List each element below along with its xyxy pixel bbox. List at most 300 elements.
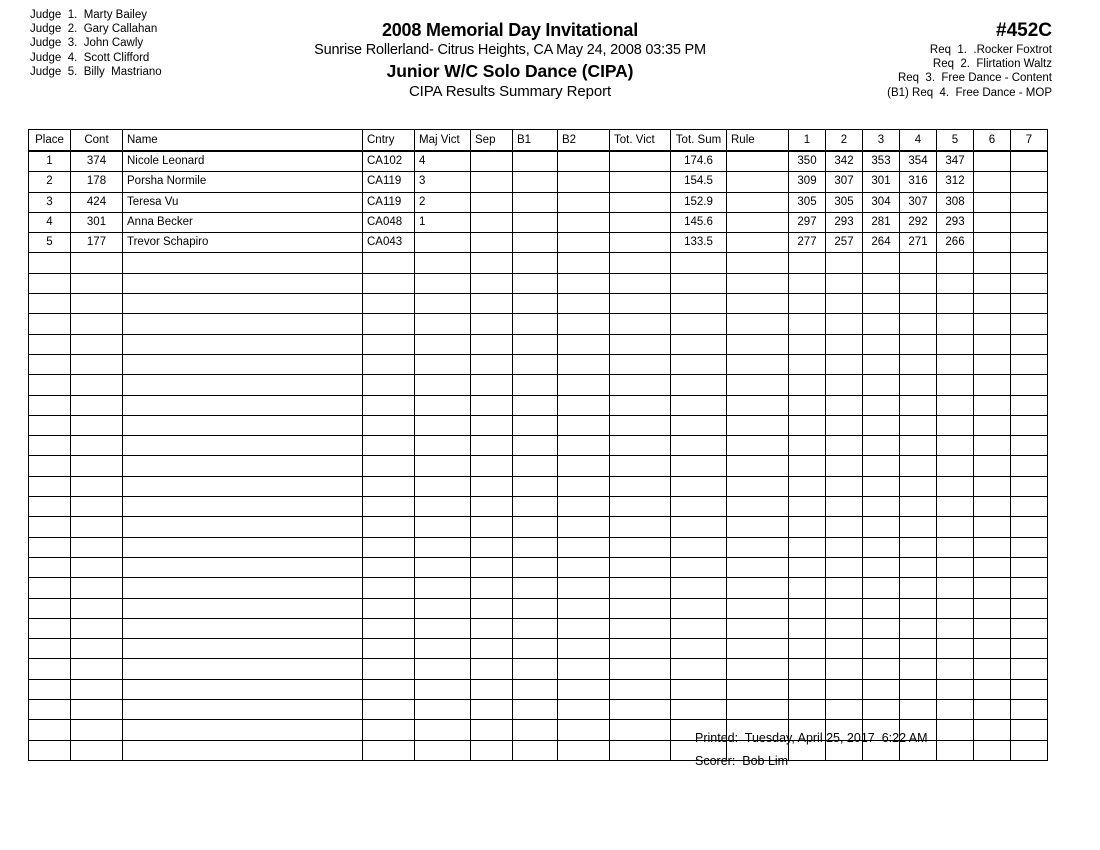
cell-j7 bbox=[1011, 172, 1048, 192]
cell-place bbox=[29, 578, 71, 598]
table-row[interactable] bbox=[29, 395, 1048, 415]
cell-j6 bbox=[974, 476, 1011, 496]
cell-tot_sum bbox=[671, 537, 727, 557]
cell-tot_vict bbox=[610, 151, 671, 172]
cell-j3 bbox=[863, 253, 900, 273]
cell-sep bbox=[471, 578, 513, 598]
cell-cntry bbox=[363, 557, 415, 577]
cell-j3 bbox=[863, 618, 900, 638]
cell-sep bbox=[471, 354, 513, 374]
cell-place bbox=[29, 679, 71, 699]
cell-maj_vict: 2 bbox=[415, 192, 471, 212]
cell-cntry bbox=[363, 253, 415, 273]
table-row[interactable] bbox=[29, 233, 1048, 253]
cell-j3 bbox=[863, 598, 900, 618]
cell-name bbox=[123, 314, 363, 334]
cell-j1: 350 bbox=[789, 151, 826, 172]
cell-rule bbox=[727, 375, 789, 395]
cell-b2 bbox=[558, 497, 610, 517]
cell-b1 bbox=[513, 375, 558, 395]
cell-j3: 264 bbox=[863, 233, 900, 253]
cell-b2 bbox=[558, 395, 610, 415]
cell-name bbox=[123, 598, 363, 618]
cell-j6 bbox=[974, 700, 1011, 720]
cell-tot_sum bbox=[671, 314, 727, 334]
cell-j3 bbox=[863, 436, 900, 456]
cell-place bbox=[29, 700, 71, 720]
cell-place bbox=[29, 273, 71, 293]
class-title: Junior W/C Solo Dance (CIPA) bbox=[386, 61, 634, 81]
cell-maj_vict bbox=[415, 436, 471, 456]
cell-place bbox=[29, 415, 71, 435]
cell-tot_vict bbox=[610, 476, 671, 496]
cell-j6 bbox=[974, 618, 1011, 638]
cell-j3 bbox=[863, 700, 900, 720]
cell-j4 bbox=[900, 659, 937, 679]
cell-j3 bbox=[863, 517, 900, 537]
event-number: #452C bbox=[996, 20, 1052, 41]
cell-j6 bbox=[974, 497, 1011, 517]
table-row[interactable] bbox=[29, 578, 1048, 598]
cell-j2 bbox=[826, 375, 863, 395]
cell-j7 bbox=[1011, 395, 1048, 415]
table-row[interactable] bbox=[29, 497, 1048, 517]
cell-maj_vict bbox=[415, 720, 471, 740]
table-row[interactable] bbox=[29, 557, 1048, 577]
cell-j1 bbox=[789, 517, 826, 537]
cell-sep bbox=[471, 598, 513, 618]
cell-cntry bbox=[363, 740, 415, 760]
cell-b1 bbox=[513, 517, 558, 537]
cell-j3 bbox=[863, 679, 900, 699]
cell-j4 bbox=[900, 415, 937, 435]
cell-sep bbox=[471, 476, 513, 496]
cell-j1 bbox=[789, 659, 826, 679]
cell-place: 3 bbox=[29, 192, 71, 212]
table-row[interactable] bbox=[29, 151, 1048, 172]
cell-rule bbox=[727, 557, 789, 577]
cell-j4 bbox=[900, 700, 937, 720]
cell-j6 bbox=[974, 740, 1011, 760]
cell-sep bbox=[471, 618, 513, 638]
cell-cntry bbox=[363, 273, 415, 293]
cell-place bbox=[29, 334, 71, 354]
cell-j5 bbox=[937, 294, 974, 314]
cell-j3: 304 bbox=[863, 192, 900, 212]
cell-rule bbox=[727, 334, 789, 354]
requirements-list bbox=[887, 43, 1052, 100]
cell-tot_vict bbox=[610, 314, 671, 334]
cell-tot_vict bbox=[610, 192, 671, 212]
cell-j7 bbox=[1011, 517, 1048, 537]
cell-tot_vict bbox=[610, 233, 671, 253]
table-row[interactable] bbox=[29, 192, 1048, 212]
cell-tot_sum bbox=[671, 618, 727, 638]
cell-cont bbox=[71, 497, 123, 517]
cell-name bbox=[123, 679, 363, 699]
cell-j1: 309 bbox=[789, 172, 826, 192]
cell-cntry bbox=[363, 578, 415, 598]
table-head bbox=[29, 130, 1048, 152]
cell-j7 bbox=[1011, 436, 1048, 456]
cell-j4 bbox=[900, 294, 937, 314]
cell-j2 bbox=[826, 598, 863, 618]
cell-j2 bbox=[826, 618, 863, 638]
table-row[interactable] bbox=[29, 273, 1048, 293]
cell-j7 bbox=[1011, 294, 1048, 314]
cell-tot_sum bbox=[671, 253, 727, 273]
cell-b2 bbox=[558, 294, 610, 314]
cell-j4 bbox=[900, 679, 937, 699]
cell-j7 bbox=[1011, 476, 1048, 496]
cell-j5 bbox=[937, 334, 974, 354]
cell-maj_vict bbox=[415, 314, 471, 334]
cell-j2 bbox=[826, 436, 863, 456]
cell-j1 bbox=[789, 476, 826, 496]
cell-j3 bbox=[863, 334, 900, 354]
cell-j3 bbox=[863, 273, 900, 293]
table-row[interactable] bbox=[29, 314, 1048, 334]
cell-j4: 292 bbox=[900, 212, 937, 232]
cell-j2: 307 bbox=[826, 172, 863, 192]
cell-cont bbox=[71, 598, 123, 618]
table-row[interactable] bbox=[29, 700, 1048, 720]
cell-place bbox=[29, 436, 71, 456]
cell-j6 bbox=[974, 273, 1011, 293]
cell-b1 bbox=[513, 192, 558, 212]
cell-j6 bbox=[974, 436, 1011, 456]
cell-cont bbox=[71, 395, 123, 415]
cell-j4 bbox=[900, 253, 937, 273]
cell-b2 bbox=[558, 740, 610, 760]
table-row[interactable] bbox=[29, 517, 1048, 537]
cell-place bbox=[29, 375, 71, 395]
cell-j6 bbox=[974, 639, 1011, 659]
cell-b2 bbox=[558, 354, 610, 374]
report-title: CIPA Results Summary Report bbox=[408, 83, 612, 100]
cell-sep bbox=[471, 456, 513, 476]
cell-rule bbox=[727, 700, 789, 720]
cell-j2 bbox=[826, 497, 863, 517]
cell-b2 bbox=[558, 679, 610, 699]
cell-b1 bbox=[513, 253, 558, 273]
cell-j6 bbox=[974, 537, 1011, 557]
table-row[interactable] bbox=[29, 212, 1048, 232]
cell-name: Porsha Normile bbox=[123, 172, 363, 192]
table-row[interactable] bbox=[29, 334, 1048, 354]
cell-tot_sum bbox=[671, 578, 727, 598]
cell-b1 bbox=[513, 172, 558, 192]
cell-j5 bbox=[937, 436, 974, 456]
cell-b1 bbox=[513, 476, 558, 496]
cell-j3 bbox=[863, 639, 900, 659]
cell-j3 bbox=[863, 456, 900, 476]
column-header-j4: 4 bbox=[900, 130, 937, 152]
cell-name bbox=[123, 659, 363, 679]
cell-j7 bbox=[1011, 314, 1048, 334]
cell-j5 bbox=[937, 253, 974, 273]
cell-j7 bbox=[1011, 537, 1048, 557]
cell-b2 bbox=[558, 456, 610, 476]
cell-name bbox=[123, 273, 363, 293]
cell-tot_vict bbox=[610, 639, 671, 659]
cell-place bbox=[29, 476, 71, 496]
cell-name bbox=[123, 294, 363, 314]
cell-b2 bbox=[558, 578, 610, 598]
cell-cont bbox=[71, 375, 123, 395]
cell-j2: 305 bbox=[826, 192, 863, 212]
cell-j3 bbox=[863, 659, 900, 679]
cell-j2 bbox=[826, 354, 863, 374]
cell-tot_vict bbox=[610, 212, 671, 232]
cell-cntry: CA048 bbox=[363, 212, 415, 232]
cell-j7 bbox=[1011, 740, 1048, 760]
cell-b2 bbox=[558, 517, 610, 537]
cell-b2 bbox=[558, 476, 610, 496]
cell-cntry bbox=[363, 375, 415, 395]
table-row[interactable] bbox=[29, 172, 1048, 192]
cell-j5 bbox=[937, 456, 974, 476]
printed-timestamp: Printed: Tuesday, April 25, 2017 6:22 AM bbox=[695, 731, 928, 745]
cell-name bbox=[123, 497, 363, 517]
cell-cont: 301 bbox=[71, 212, 123, 232]
cell-j5: 347 bbox=[937, 151, 974, 172]
cell-j3: 281 bbox=[863, 212, 900, 232]
cell-j3 bbox=[863, 294, 900, 314]
cell-name bbox=[123, 639, 363, 659]
cell-cntry bbox=[363, 720, 415, 740]
column-header-j2: 2 bbox=[826, 130, 863, 152]
cell-j7 bbox=[1011, 375, 1048, 395]
cell-j2 bbox=[826, 273, 863, 293]
table-row[interactable] bbox=[29, 294, 1048, 314]
cell-j4 bbox=[900, 334, 937, 354]
cell-tot_sum bbox=[671, 334, 727, 354]
cell-b2 bbox=[558, 557, 610, 577]
cell-cntry bbox=[363, 395, 415, 415]
cell-rule bbox=[727, 294, 789, 314]
table-row[interactable] bbox=[29, 679, 1048, 699]
cell-name bbox=[123, 375, 363, 395]
cell-b2 bbox=[558, 253, 610, 273]
cell-place bbox=[29, 314, 71, 334]
cell-j5 bbox=[937, 700, 974, 720]
cell-j1 bbox=[789, 436, 826, 456]
cell-cntry bbox=[363, 700, 415, 720]
cell-tot_vict bbox=[610, 253, 671, 273]
cell-cntry bbox=[363, 618, 415, 638]
cell-place bbox=[29, 740, 71, 760]
column-header-j3: 3 bbox=[863, 130, 900, 152]
cell-tot_vict bbox=[610, 598, 671, 618]
cell-cont bbox=[71, 537, 123, 557]
cell-b2 bbox=[558, 537, 610, 557]
cell-maj_vict bbox=[415, 639, 471, 659]
table-row[interactable] bbox=[29, 415, 1048, 435]
cell-j7 bbox=[1011, 192, 1048, 212]
cell-j5 bbox=[937, 314, 974, 334]
cell-j5: 312 bbox=[937, 172, 974, 192]
cell-j7 bbox=[1011, 618, 1048, 638]
cell-j1 bbox=[789, 497, 826, 517]
cell-rule bbox=[727, 354, 789, 374]
cell-tot_sum bbox=[671, 639, 727, 659]
table-row[interactable] bbox=[29, 618, 1048, 638]
cell-j7 bbox=[1011, 598, 1048, 618]
judge-entry: Judge 3. John Cawly bbox=[30, 37, 144, 50]
cell-j4 bbox=[900, 639, 937, 659]
cell-j4 bbox=[900, 537, 937, 557]
cell-tot_vict bbox=[610, 456, 671, 476]
cell-name: Teresa Vu bbox=[123, 192, 363, 212]
cell-sep bbox=[471, 375, 513, 395]
report-header bbox=[230, 20, 790, 102]
cell-cntry: CA102 bbox=[363, 151, 415, 172]
cell-j7 bbox=[1011, 253, 1048, 273]
cell-b1 bbox=[513, 314, 558, 334]
cell-j5 bbox=[937, 497, 974, 517]
cell-j6 bbox=[974, 294, 1011, 314]
cell-j6 bbox=[974, 557, 1011, 577]
cell-b1 bbox=[513, 456, 558, 476]
table-row[interactable] bbox=[29, 598, 1048, 618]
cell-j3 bbox=[863, 537, 900, 557]
cell-cntry bbox=[363, 334, 415, 354]
cell-b1 bbox=[513, 700, 558, 720]
cell-j4 bbox=[900, 273, 937, 293]
cell-cntry bbox=[363, 354, 415, 374]
cell-j6 bbox=[974, 334, 1011, 354]
cell-b2 bbox=[558, 659, 610, 679]
cell-j5 bbox=[937, 273, 974, 293]
cell-b2 bbox=[558, 700, 610, 720]
cell-tot_sum: 152.9 bbox=[671, 192, 727, 212]
cell-cont bbox=[71, 700, 123, 720]
cell-cont bbox=[71, 294, 123, 314]
cell-place bbox=[29, 395, 71, 415]
cell-tot_sum bbox=[671, 354, 727, 374]
cell-j1 bbox=[789, 253, 826, 273]
cell-cont: 177 bbox=[71, 233, 123, 253]
cell-j5 bbox=[937, 639, 974, 659]
cell-tot_vict bbox=[610, 517, 671, 537]
cell-sep bbox=[471, 700, 513, 720]
cell-sep bbox=[471, 172, 513, 192]
cell-sep bbox=[471, 314, 513, 334]
cell-place bbox=[29, 557, 71, 577]
cell-cntry bbox=[363, 598, 415, 618]
cell-rule bbox=[727, 192, 789, 212]
cell-j7 bbox=[1011, 354, 1048, 374]
cell-j7 bbox=[1011, 557, 1048, 577]
cell-tot_vict bbox=[610, 618, 671, 638]
cell-tot_sum: 133.5 bbox=[671, 233, 727, 253]
cell-j6 bbox=[974, 375, 1011, 395]
cell-j2 bbox=[826, 578, 863, 598]
cell-j5 bbox=[937, 578, 974, 598]
cell-b1 bbox=[513, 151, 558, 172]
cell-j4 bbox=[900, 476, 937, 496]
cell-cont bbox=[71, 618, 123, 638]
cell-b2 bbox=[558, 233, 610, 253]
table-row[interactable] bbox=[29, 354, 1048, 374]
cell-j7 bbox=[1011, 334, 1048, 354]
cell-j7 bbox=[1011, 720, 1048, 740]
cell-tot_sum bbox=[671, 456, 727, 476]
cell-j4 bbox=[900, 314, 937, 334]
cell-b2 bbox=[558, 192, 610, 212]
cell-j2 bbox=[826, 659, 863, 679]
cell-b2 bbox=[558, 639, 610, 659]
cell-rule bbox=[727, 456, 789, 476]
cell-cntry bbox=[363, 294, 415, 314]
cell-j2 bbox=[826, 557, 863, 577]
table-row[interactable] bbox=[29, 375, 1048, 395]
cell-place: 5 bbox=[29, 233, 71, 253]
cell-tot_vict bbox=[610, 273, 671, 293]
cell-maj_vict bbox=[415, 354, 471, 374]
table-row[interactable] bbox=[29, 253, 1048, 273]
cell-j3 bbox=[863, 497, 900, 517]
cell-place bbox=[29, 659, 71, 679]
cell-name bbox=[123, 557, 363, 577]
cell-j3 bbox=[863, 476, 900, 496]
cell-tot_vict bbox=[610, 557, 671, 577]
scorer-name: Scorer: Bob Lim bbox=[695, 754, 789, 768]
column-header-j1: 1 bbox=[789, 130, 826, 152]
cell-rule bbox=[727, 253, 789, 273]
judge-entry: Judge 4. Scott Clifford bbox=[30, 51, 150, 64]
table-row[interactable] bbox=[29, 659, 1048, 679]
cell-maj_vict bbox=[415, 395, 471, 415]
judge-entry: Judge 1. Marty Bailey bbox=[30, 9, 147, 21]
cell-maj_vict bbox=[415, 618, 471, 638]
column-header-j5: 5 bbox=[937, 130, 974, 152]
cell-j3 bbox=[863, 354, 900, 374]
cell-j7 bbox=[1011, 415, 1048, 435]
cell-b1 bbox=[513, 537, 558, 557]
cell-rule bbox=[727, 151, 789, 172]
cell-rule bbox=[727, 436, 789, 456]
cell-j4 bbox=[900, 354, 937, 374]
cell-j1 bbox=[789, 334, 826, 354]
table-row[interactable] bbox=[29, 436, 1048, 456]
column-header-cntry: Cntry bbox=[363, 130, 415, 152]
requirement-entry: (B1) Req 4. Free Dance - MOP bbox=[887, 86, 1052, 99]
column-header-tot_vict: Tot. Vict bbox=[610, 130, 671, 152]
cell-j4 bbox=[900, 395, 937, 415]
table-row[interactable] bbox=[29, 639, 1048, 659]
results-table-container bbox=[28, 129, 1048, 761]
cell-cont bbox=[71, 436, 123, 456]
cell-place bbox=[29, 456, 71, 476]
cell-j2 bbox=[826, 314, 863, 334]
table-header-row bbox=[29, 130, 1048, 152]
table-row[interactable] bbox=[29, 476, 1048, 496]
cell-tot_sum: 154.5 bbox=[671, 172, 727, 192]
cell-j4: 271 bbox=[900, 233, 937, 253]
cell-maj_vict bbox=[415, 679, 471, 699]
cell-j4 bbox=[900, 598, 937, 618]
cell-j6 bbox=[974, 253, 1011, 273]
cell-b1 bbox=[513, 273, 558, 293]
table-row[interactable] bbox=[29, 456, 1048, 476]
cell-tot_vict bbox=[610, 578, 671, 598]
judge-entry: Judge 5. Billy Mastriano bbox=[30, 65, 162, 78]
cell-place bbox=[29, 720, 71, 740]
table-row[interactable] bbox=[29, 537, 1048, 557]
cell-tot_vict bbox=[610, 700, 671, 720]
